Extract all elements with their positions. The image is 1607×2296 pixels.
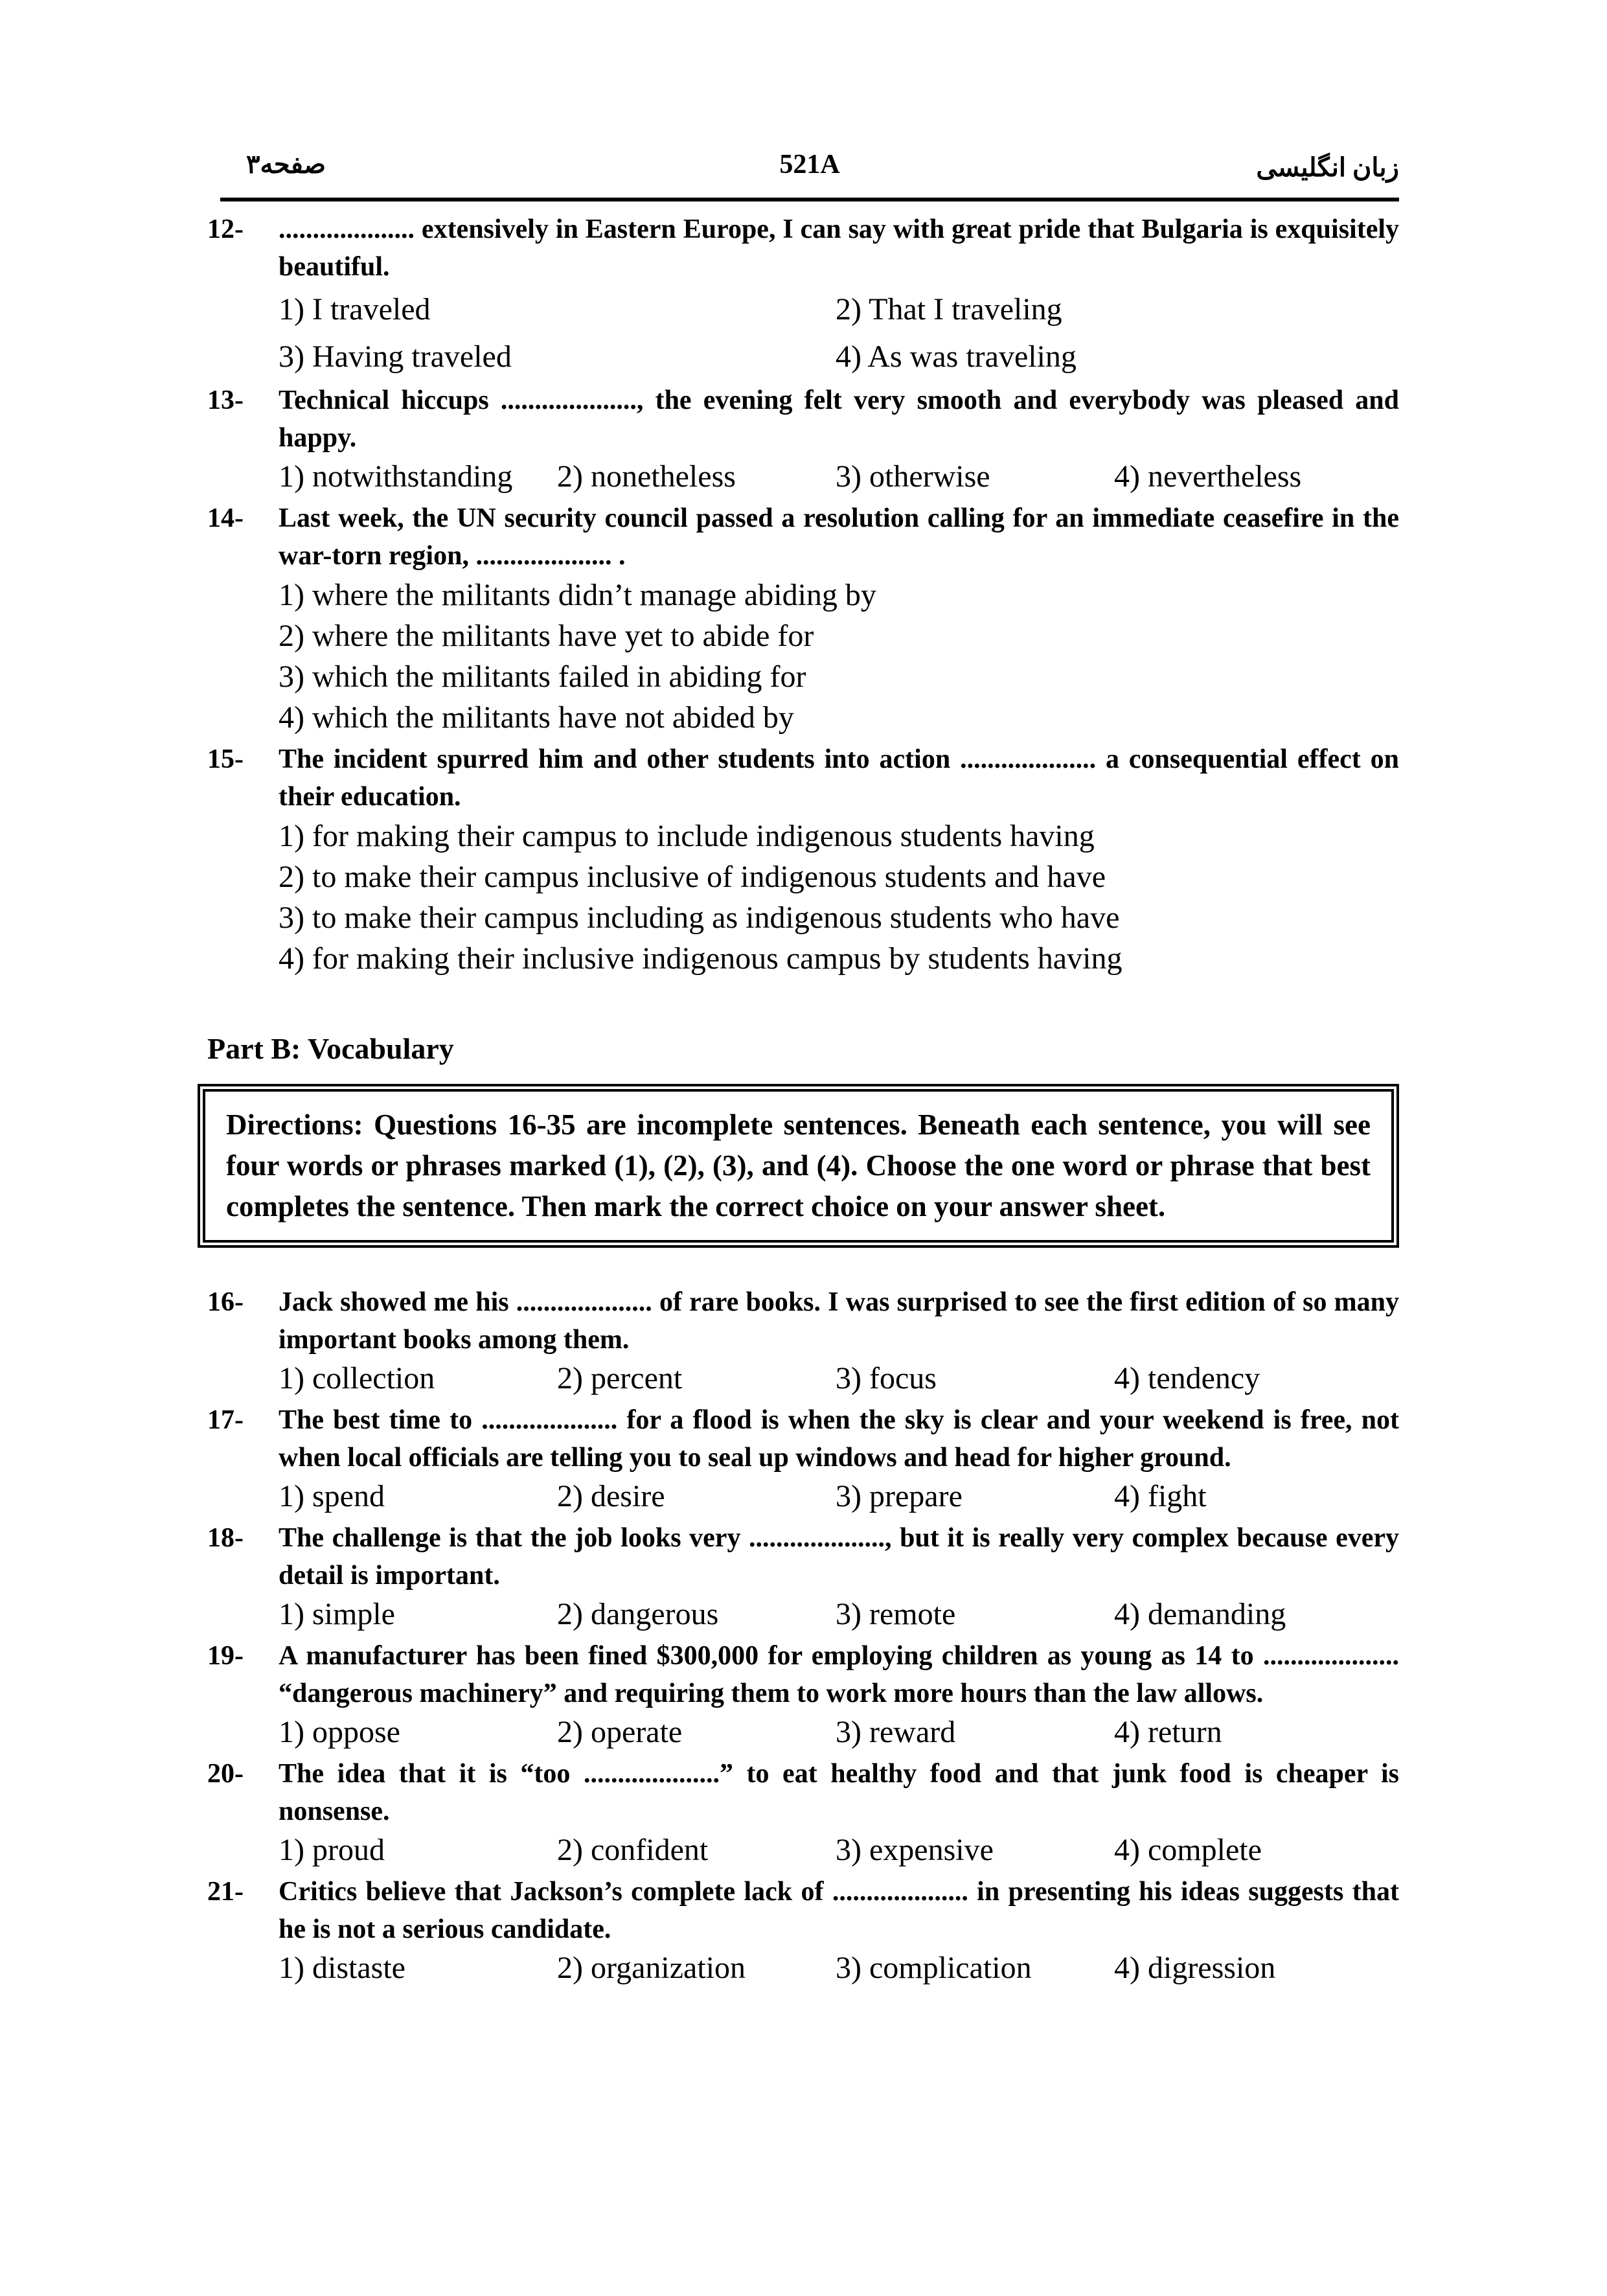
option-4[interactable]: 4) digression — [1114, 1951, 1276, 1985]
question-stem: Critics believe that Jackson’s complete lack of .................... in presenting his ideas suggests that he is not a serious candidate. — [279, 1877, 1399, 1944]
question-12 — [207, 211, 1399, 380]
option-1[interactable]: 1) notwithstanding — [279, 459, 513, 494]
options — [279, 1476, 1399, 1517]
option-2[interactable]: 2) organization — [557, 1951, 746, 1985]
option-2[interactable]: 2) desire — [557, 1479, 665, 1513]
options — [279, 286, 1399, 380]
question-number: 19- — [207, 1641, 244, 1671]
option-3[interactable]: 3) focus — [836, 1361, 937, 1395]
option-1[interactable]: 1) distaste — [279, 1951, 405, 1985]
question-20 — [207, 1755, 1399, 1870]
option-4[interactable]: 4) nevertheless — [1114, 459, 1302, 494]
option-3[interactable]: 3) complication — [836, 1951, 1032, 1985]
option-4[interactable]: 4) return — [1114, 1715, 1222, 1749]
question-number: 17- — [207, 1405, 244, 1435]
option-2[interactable]: 2) nonetheless — [557, 459, 736, 494]
question-14 — [207, 499, 1399, 738]
options — [279, 1594, 1399, 1635]
options — [279, 1359, 1399, 1399]
question-16 — [207, 1283, 1399, 1399]
option-4[interactable]: 4) fight — [1114, 1479, 1207, 1513]
exam-code: 521A — [779, 150, 840, 179]
question-number: 16- — [207, 1287, 244, 1317]
option-2[interactable]: 2) percent — [557, 1361, 683, 1395]
option-1[interactable]: 1) collection — [279, 1361, 435, 1395]
question-stem: .................... extensively in Eastern Europe, I can say with great pride that Bulgaria is exquisitely beautiful. — [279, 214, 1399, 282]
options — [279, 457, 1399, 497]
option-1[interactable]: 1) spend — [279, 1479, 385, 1513]
option-1[interactable]: 1) proud — [279, 1833, 385, 1867]
question-21 — [207, 1873, 1399, 1988]
question-17 — [207, 1401, 1399, 1517]
option-2[interactable]: 2) to make their campus inclusive of indigenous students and have — [279, 860, 1106, 894]
question-number: 21- — [207, 1877, 244, 1907]
question-stem: The idea that it is “too ....................” to eat healthy food and that junk food is cheaper is nonsense. — [279, 1759, 1399, 1826]
option-1[interactable]: 1) I traveled — [279, 292, 431, 327]
option-4[interactable]: 4) for making their inclusive indigenous campus by students having — [279, 941, 1123, 976]
options — [279, 1712, 1399, 1752]
option-2[interactable]: 2) confident — [557, 1833, 709, 1867]
option-3[interactable]: 3) prepare — [836, 1479, 963, 1513]
options — [279, 1948, 1399, 1988]
question-number: 12- — [207, 214, 244, 244]
option-1[interactable]: 1) where the militants didn’t manage abiding by — [279, 578, 876, 612]
question-number: 15- — [207, 744, 244, 774]
subject-title: زبان انگلیسی — [1256, 153, 1399, 182]
directions-box: Directions: Questions 16-35 are incomplete sentences. Beneath each sentence, you will see four words or phrases marked (1), (2), (3), and (4). Choose the one word or phrase that best completes the sentence. Then mark the correct choice on your answer sheet. — [198, 1084, 1399, 1248]
question-stem: The best time to .................... for a flood is when the sky is clear and your weekend is free, not when local officials are telling you to seal up windows and head for higher ground. — [279, 1405, 1399, 1473]
option-1[interactable]: 1) simple — [279, 1597, 395, 1631]
option-4[interactable]: 4) As was traveling — [836, 339, 1077, 374]
question-13 — [207, 382, 1399, 497]
option-2[interactable]: 2) That I traveling — [836, 292, 1062, 327]
exam-content — [207, 211, 1399, 1991]
option-3[interactable]: 3) reward — [836, 1715, 956, 1749]
option-4[interactable]: 4) complete — [1114, 1833, 1262, 1867]
question-number: 20- — [207, 1759, 244, 1789]
option-1[interactable]: 1) for making their campus to include indigenous students having — [279, 819, 1095, 853]
option-3[interactable]: 3) Having traveled — [279, 339, 512, 374]
option-2[interactable]: 2) dangerous — [557, 1597, 719, 1631]
question-18 — [207, 1519, 1399, 1635]
options — [279, 575, 1399, 738]
question-stem: Technical hiccups ...................., the evening felt very smooth and everybody was pleased and happy. — [279, 385, 1399, 453]
question-stem: The challenge is that the job looks very ...................., but it is really very complex because every detail is important. — [279, 1523, 1399, 1590]
option-4[interactable]: 4) tendency — [1114, 1361, 1260, 1395]
option-3[interactable]: 3) remote — [836, 1597, 956, 1631]
question-stem: Jack showed me his .................... of rare books. I was surprised to see the first edition of so many important books among them. — [279, 1287, 1399, 1355]
question-15 — [207, 740, 1399, 979]
question-number: 13- — [207, 385, 244, 415]
option-4[interactable]: 4) which the militants have not abided by — [279, 700, 794, 735]
option-1[interactable]: 1) oppose — [279, 1715, 400, 1749]
page-number: صفحه۳ — [246, 150, 326, 179]
question-stem: A manufacturer has been fined $300,000 for employing children as young as 14 to .................... “dangerous machinery” and requiring them to work more hours than the law allows. — [279, 1641, 1399, 1708]
options — [279, 1830, 1399, 1870]
option-4[interactable]: 4) demanding — [1114, 1597, 1286, 1631]
question-stem: The incident spurred him and other students into action .................... a consequential effect on their education. — [279, 744, 1399, 812]
question-stem: Last week, the UN security council passed a resolution calling for an immediate ceasefire in the war-torn region, .................... . — [279, 503, 1399, 571]
option-2[interactable]: 2) where the militants have yet to abide for — [279, 619, 814, 653]
option-3[interactable]: 3) otherwise — [836, 459, 990, 494]
question-number: 18- — [207, 1523, 244, 1553]
part-b-title: Part B: Vocabulary — [207, 1032, 454, 1065]
question-19 — [207, 1637, 1399, 1752]
question-number: 14- — [207, 503, 244, 533]
option-3[interactable]: 3) which the militants failed in abiding for — [279, 660, 806, 694]
option-3[interactable]: 3) expensive — [836, 1833, 994, 1867]
page-header — [220, 146, 1399, 201]
options — [279, 816, 1399, 979]
option-2[interactable]: 2) operate — [557, 1715, 683, 1749]
option-3[interactable]: 3) to make their campus including as indigenous students who have — [279, 901, 1120, 935]
